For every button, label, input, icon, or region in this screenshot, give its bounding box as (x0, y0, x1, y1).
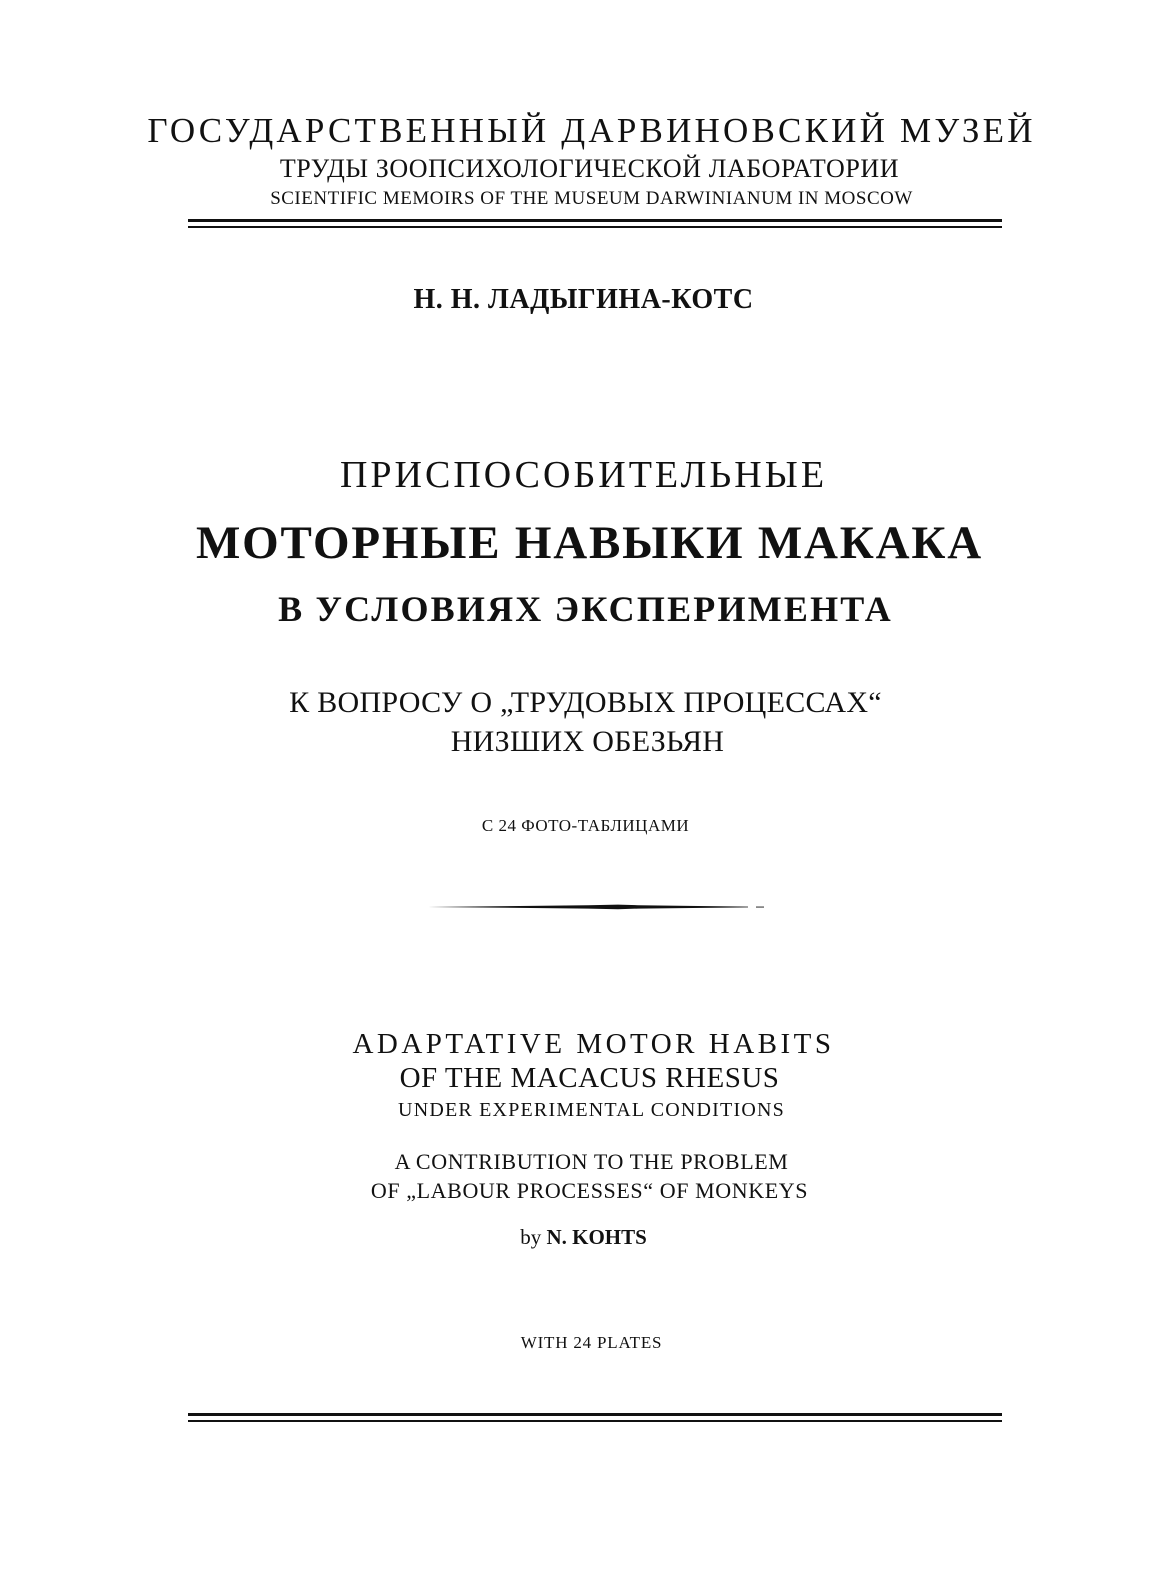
subtitle-en-line-1: A CONTRIBUTION TO THE PROBLEM (394, 1149, 789, 1174)
plates-note-en: WITH 24 PLATES (520, 1333, 663, 1352)
ornament-divider (428, 904, 773, 910)
series-title-en: SCIENTIFIC MEMOIRS OF THE MUSEUM DARWINIANUM IN MOSCOW (270, 188, 913, 209)
plates-note-ru: С 24 ФОТО-ТАБЛИЦАМИ (481, 816, 690, 835)
title-en-line-2: OF THE MACACUS RHESUS (399, 1062, 780, 1094)
institution-name-ru: ГОСУДАРСТВЕННЫЙ ДАРВИНОВСКИЙ МУЗЕЙ (147, 111, 1036, 150)
title-ru-line-1: ПРИСПОСОБИТЕЛЬНЫЕ (339, 454, 828, 496)
author-en-by: by (520, 1225, 542, 1249)
title-ru-line-2: МОТОРНЫЕ НАВЫКИ МАКАКА (195, 517, 984, 569)
author-en-name: N. KOHTS (546, 1225, 647, 1249)
title-en-line-3: UNDER EXPERIMENTAL CONDITIONS (398, 1099, 785, 1121)
title-en-line-1: ADAPTATIVE MOTOR HABITS (352, 1028, 835, 1060)
header-rule-thin (188, 226, 1002, 228)
footer-rule-thick (188, 1413, 1002, 1416)
subtitle-en-line-2: OF „LABOUR PROCESSES“ OF MONKEYS (370, 1178, 809, 1203)
author-ru: Н. Н. ЛАДЫГИНА-КОТС (413, 284, 754, 315)
series-title-ru: ТРУДЫ ЗООПСИХОЛОГИЧЕСКОЙ ЛАБОРАТОРИИ (279, 154, 900, 183)
footer-rule-thin (188, 1420, 1002, 1422)
title-ru-line-3: В УСЛОВИЯХ ЭКСПЕРИМЕНТА (278, 589, 893, 629)
author-en (2, 1227, 1163, 1248)
subtitle-ru-line-1: К ВОПРОСУ О „ТРУДОВЫХ ПРОЦЕССАХ“ (289, 686, 882, 719)
header-rule-thick (188, 219, 1002, 222)
subtitle-ru-line-2: НИЗШИХ ОБЕЗЬЯН (450, 725, 725, 758)
